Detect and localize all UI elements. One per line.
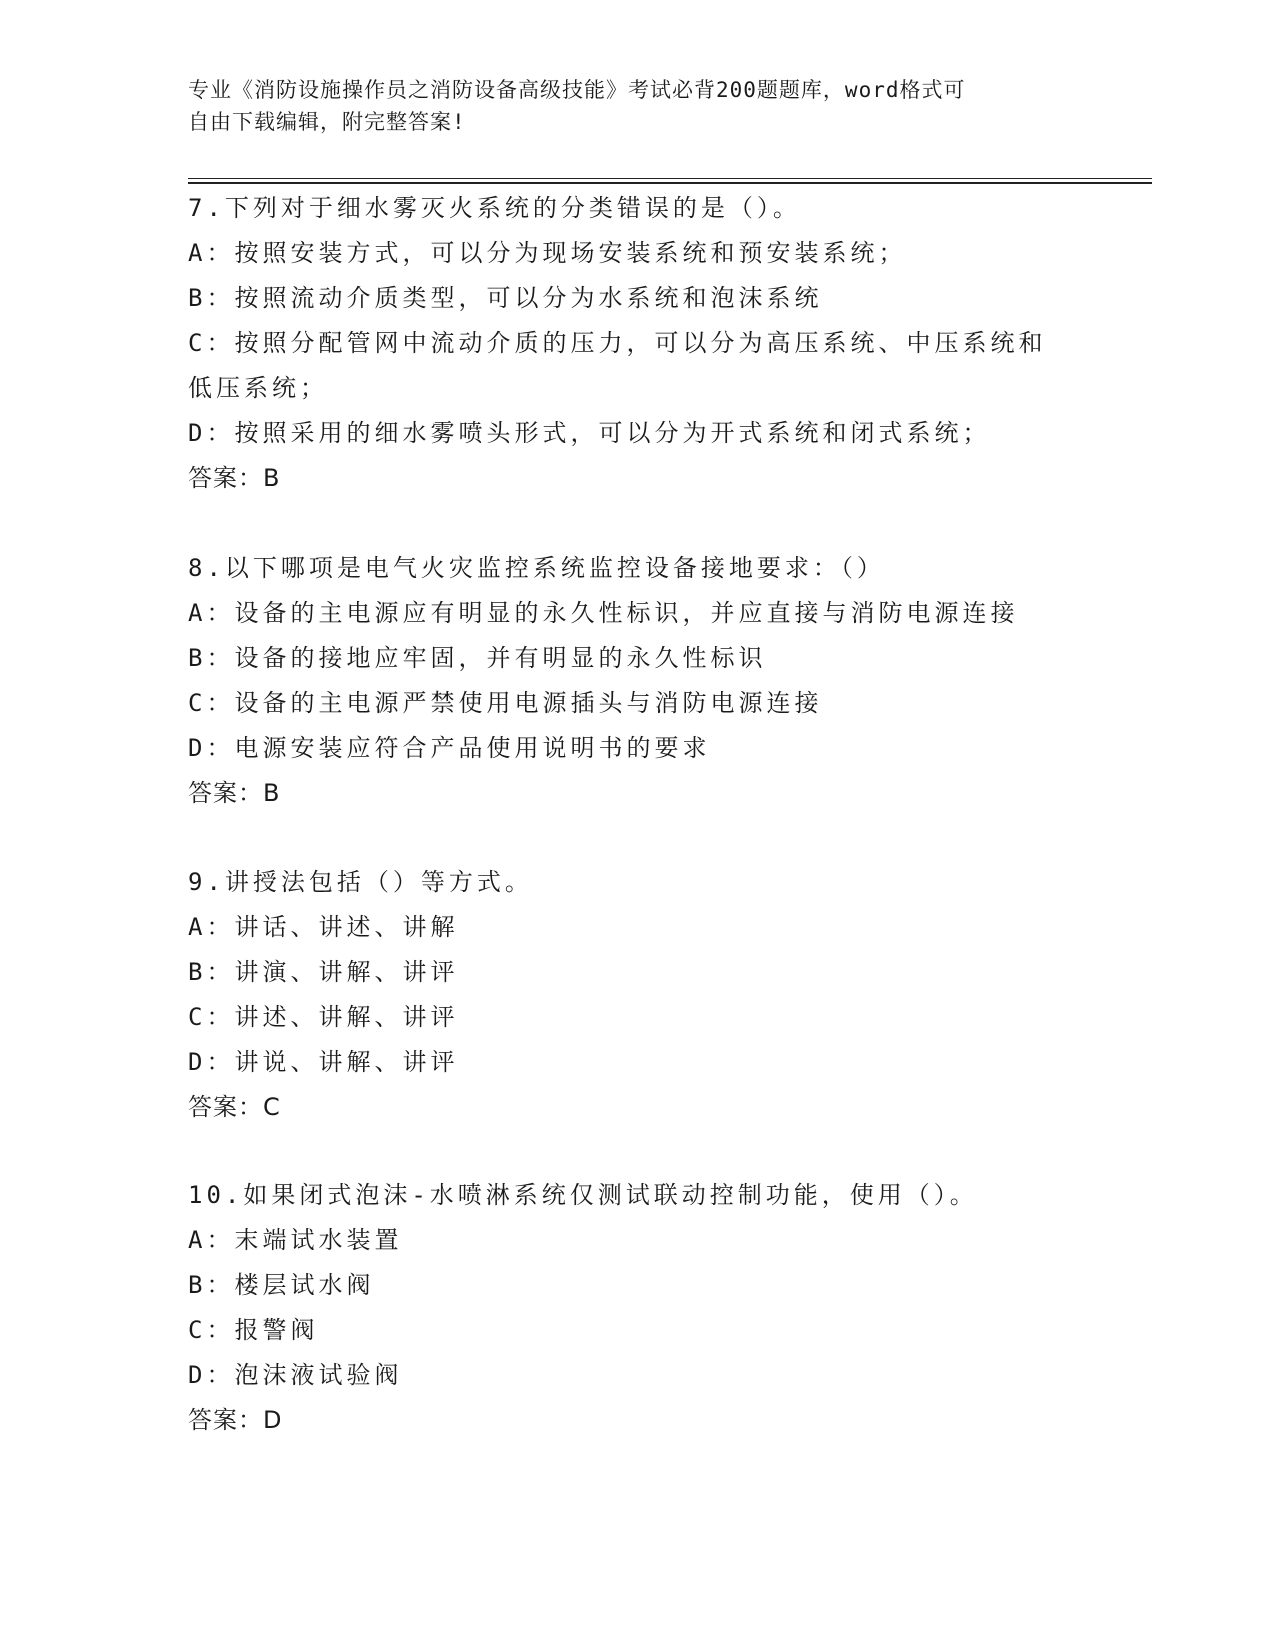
option-b: B：设备的接地应牢固，并有明显的永久性标识 [188,644,767,672]
option-d: D：泡沫液试验阀 [188,1361,403,1389]
question-block [188,186,1088,501]
option-d: D：讲说、讲解、讲评 [188,1048,459,1076]
question-stem: 8.以下哪项是电气火灾监控系统监控设备接地要求：（） [188,554,885,582]
header-line-1: 专业《消防设施操作员之消防设备高级技能》考试必背200题题库，word格式可 [188,78,966,102]
option-a: A：末端试水装置 [188,1226,403,1254]
answer-label: 答案：B [188,779,281,807]
option-c: C：设备的主电源严禁使用电源插头与消防电源连接 [188,689,823,717]
header-divider-thick [188,182,1152,184]
answer-label: 答案：C [188,1093,281,1121]
option-d: D：电源安装应符合产品使用说明书的要求 [188,734,711,762]
header-divider-thin [188,178,1152,179]
option-a: A：讲话、讲述、讲解 [188,913,459,941]
header-line-2: 自由下载编辑，附完整答案! [188,110,466,134]
option-a: A：设备的主电源应有明显的永久性标识，并应直接与消防电源连接 [188,599,1019,627]
question-stem: 9.讲授法包括（）等方式。 [188,868,533,896]
question-stem: 7.下列对于细水雾灭火系统的分类错误的是（）。 [188,194,801,222]
option-b: B：按照流动介质类型，可以分为水系统和泡沫系统 [188,284,823,312]
question-block [188,860,1088,1130]
question-stem: 10.如果闭式泡沫-水喷淋系统仅测试联动控制功能，使用（）。 [188,1181,978,1209]
answer-label: 答案：B [188,464,281,492]
option-b: B：讲演、讲解、讲评 [188,958,459,986]
question-block [188,1173,1088,1443]
option-a: A：按照安装方式，可以分为现场安装系统和预安装系统； [188,239,907,267]
answer-label: 答案：D [188,1406,283,1434]
option-c: C：按照分配管网中流动介质的压力，可以分为高压系统、中压系统和 [188,329,1047,357]
option-c-continued: 低压系统； [188,374,328,402]
document-header [188,74,1068,138]
option-b: B：楼层试水阀 [188,1271,375,1299]
option-c: C：讲述、讲解、讲评 [188,1003,459,1031]
option-d: D：按照采用的细水雾喷头形式，可以分为开式系统和闭式系统； [188,419,991,447]
option-c: C：报警阀 [188,1316,319,1344]
question-block [188,546,1088,816]
